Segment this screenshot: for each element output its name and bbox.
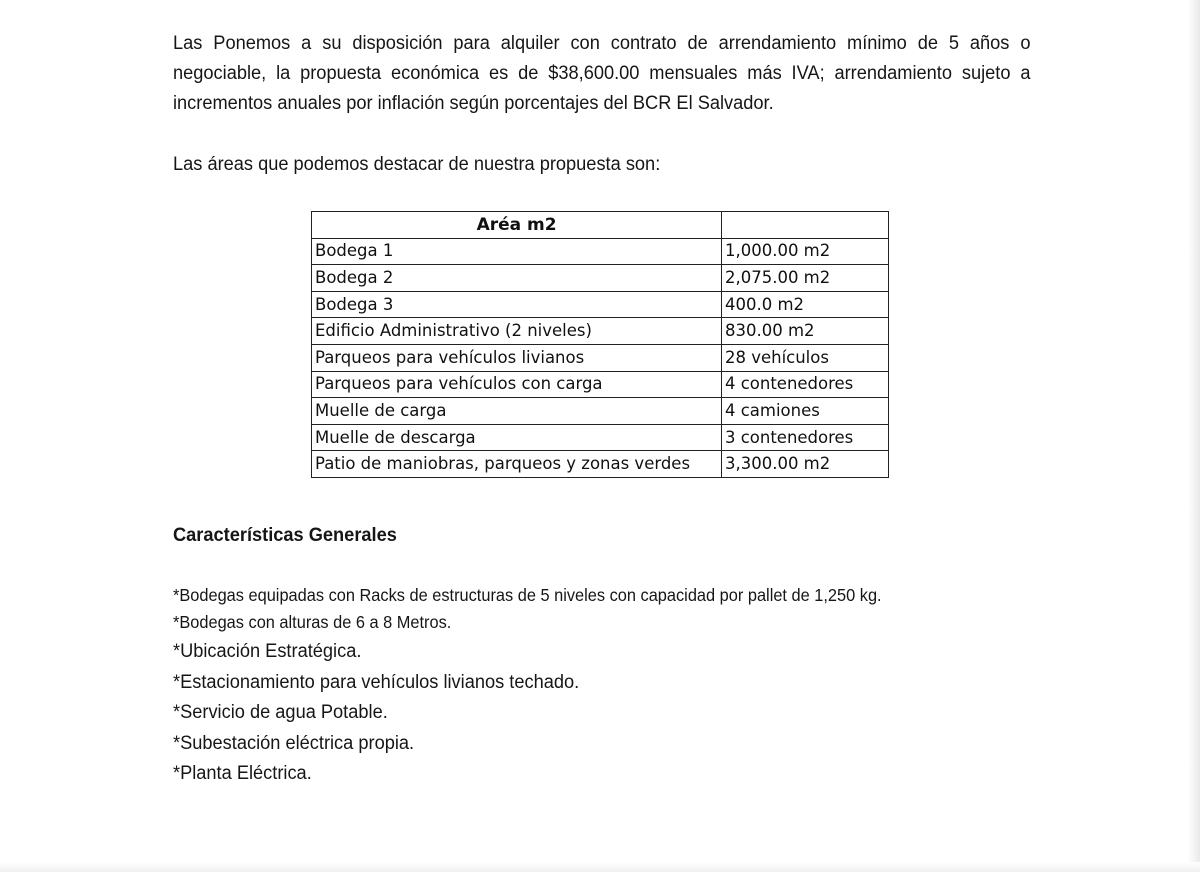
area-name-cell: Parqueos para vehículos livianos	[312, 344, 722, 371]
table-row	[312, 424, 889, 451]
table-row	[312, 318, 889, 345]
list-item: *Bodegas equipadas con Racks de estructuras de 5 niveles con capacidad por pallet de 1,250 kg.	[173, 585, 882, 605]
table-row	[312, 344, 889, 371]
area-value-cell: 28 vehículos	[722, 344, 889, 371]
table-row	[312, 371, 889, 398]
area-name-cell: Bodega 1	[312, 238, 722, 265]
area-value-cell: 3,300.00 m2	[722, 451, 889, 478]
area-name-cell: Bodega 3	[312, 291, 722, 318]
page-bottom-shadow	[0, 862, 1200, 872]
area-table-header-row	[312, 212, 889, 239]
list-item: *Subestación eléctrica propia.	[173, 731, 415, 754]
area-value-cell: 4 contenedores	[722, 371, 889, 398]
area-value-cell: 2,075.00 m2	[722, 265, 889, 292]
area-value-cell: 4 camiones	[722, 398, 889, 425]
page-edge-shadow	[1188, 0, 1200, 872]
table-row	[312, 238, 889, 265]
list-item: *Planta Eléctrica.	[173, 762, 312, 785]
area-table-header-blank	[722, 212, 889, 239]
list-item: *Ubicación Estratégica.	[173, 640, 362, 662]
features-list	[173, 582, 935, 789]
area-value-cell: 830.00 m2	[722, 318, 889, 345]
list-item: *Estacionamiento para vehículos livianos techado.	[173, 670, 580, 693]
features-title: Características Generales	[173, 524, 397, 546]
area-name-cell: Muelle de carga	[312, 398, 722, 425]
intro-paragraph: Las Ponemos a su disposición para alquiler con contrato de arrendamiento mínimo de 5 años o negociable, la propuesta económica es de $38,600.00 mensuales más IVA; arrendamiento sujeto a incrementos anuales por inflación según porcentajes del BCR El Salvador.	[173, 32, 1031, 114]
lead-sentence: Las áreas que podemos destacar de nuestra propuesta son:	[173, 153, 661, 175]
table-row	[312, 265, 889, 292]
area-table	[311, 211, 889, 478]
table-row	[312, 398, 889, 425]
table-row	[312, 291, 889, 318]
table-row	[312, 451, 889, 478]
area-name-cell: Edificio Administrativo (2 niveles)	[312, 318, 722, 345]
area-name-cell: Patio de maniobras, parqueos y zonas verdes	[312, 451, 722, 478]
area-value-cell: 1,000.00 m2	[722, 238, 889, 265]
area-name-cell: Bodega 2	[312, 265, 722, 292]
list-item: *Servicio de agua Potable.	[173, 701, 388, 724]
list-item: *Bodegas con alturas de 6 a 8 Metros.	[173, 612, 452, 632]
area-name-cell: Parqueos para vehículos con carga	[312, 371, 722, 398]
area-table-header: Aréa m2	[312, 212, 722, 239]
area-value-cell: 3 contenedores	[722, 424, 889, 451]
area-value-cell: 400.0 m2	[722, 291, 889, 318]
area-name-cell: Muelle de descarga	[312, 424, 722, 451]
